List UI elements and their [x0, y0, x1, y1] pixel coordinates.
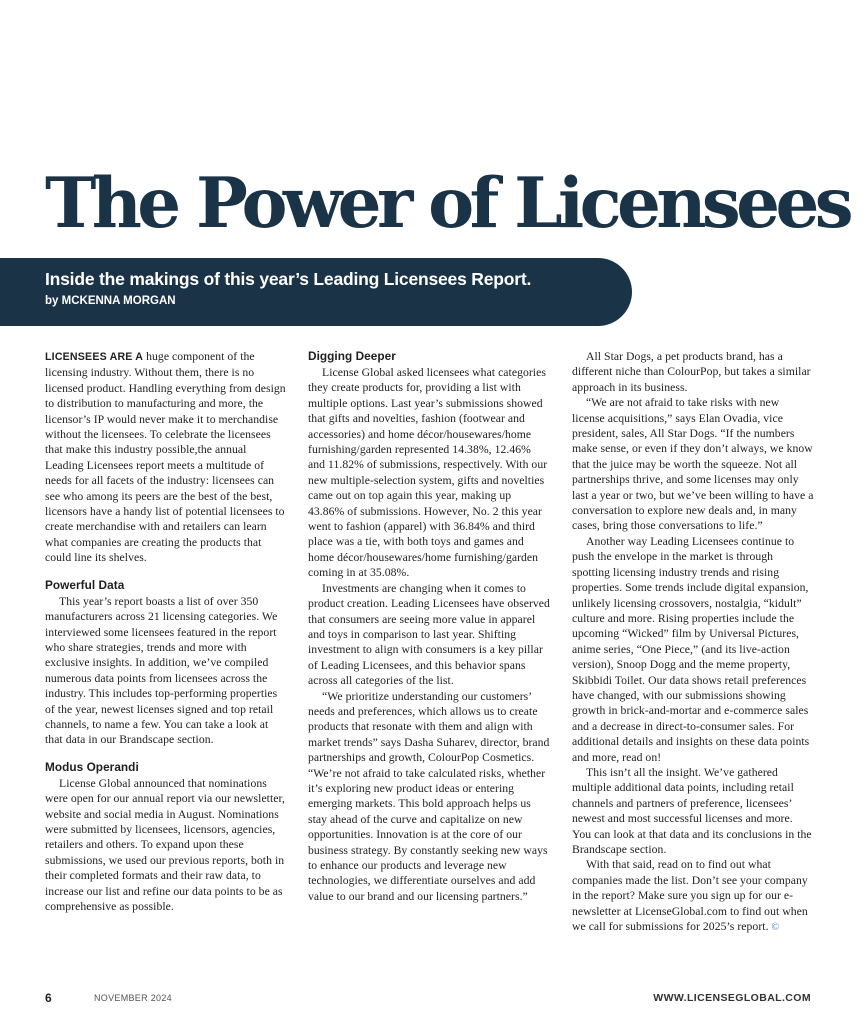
section-heading-modus-operandi: Modus Operandi [45, 759, 139, 774]
column-3 [572, 349, 814, 935]
paragraph: Another way Leading Licensees continue to push the envelope in the market is through spotting licensing industry trends and rising properties. Some trends include digital expansion, unlikely licensing crossovers, nostalgia, “kidult” culture and more. Rising properties include the upcoming “Wicked” film by Universal Pictures, anime series, “One Piece,” (and its live-action version), Snoop Dogg and the meme property, Skibbidi Toilet. Our data shows retail preferences have changed, with our submissions showing growth in brick-and-mortar and e-commerce sales and a decrease in direct-to-consumer sales. For additional details and insights on these data points and more, read on! [572, 534, 810, 764]
section-heading-powerful-data: Powerful Data [45, 577, 125, 592]
paragraph: “We prioritize understanding our customers’ needs and preferences, which allows us to create products that resonate with them and align with market trends” says Dasha Suharev, director, brand partnerships and growth, ColourPop Cosmetics. “We’re not afraid to take calculated risks, whether it’s exploring new product ideas or entering emerging markets. This bold approach helps us stay ahead of the curve and capitalize on new opportunities. Innovation is at the core of our business strategy. By constantly seeking new ways to enhance our products and leverage new technologies, we differentiate ourselves and add value to our brand and our licensing partners.” [308, 689, 550, 903]
paragraph: This year’s report boasts a list of over 350 manufacturers across 21 licensing categories. We interviewed some licensees featured in the report who share strategies, trends and more with exclusive insights. In addition, we’ve compiled numerous data points from licensees across the industry. This includes top-performing properties of the year, newest licenses signed and top retail channels, to name a few. You can take a look at that data in our Brandscape section. [45, 594, 278, 747]
paragraph: Investments are changing when it comes to product creation. Leading Licensees have observed that consumers are seeing more value in apparel and toys in comparison to last year. Shifting investment to align with consumers is a key pillar of Leading Licensees, and this behavior spans across all categories of the list. [308, 581, 550, 688]
issue-date: NOVEMBER 2024 [94, 993, 172, 1003]
lead-in: LICENSEES ARE A [45, 351, 144, 363]
paragraph: This isn’t all the insight. We’ve gathered multiple additional data points, including retail channels and partners of preference, licensees’ newest and most successful licenses and more. You can look at that data and its conclusions in the Brandscape section. [572, 765, 812, 856]
page-number: 6 [45, 991, 52, 1005]
article-title: The Power of Licensees [45, 163, 849, 244]
paragraph: “We are not afraid to take risks with new license acquisitions,” says Elan Ovadia, vice president, sales, All Star Dogs. “If the numbers make sense, or even if they don’t always, we know that the juice may be worth the squeeze. Not all partnerships thrive, and some licenses may only last a year or two, but we’ve been willing to have a conversation to explore new deals and, in many cases, bring those conversations to life.” [572, 396, 814, 533]
column-1 [45, 349, 287, 914]
intro-text: huge component of the licensing industry. Without them, there is no licensed product. Handling everything from design to distribution to manufacturing and more, the licensor’s IP would never make it to merchandise without the licensees. To celebrate the licensees that make this industry possible,the annual Leading Licensees report meets a multitude of needs for all facets of the industry: licensees can see who among its peers are the best of the best, licensors have a handy list of potential licensees to create merchandise with and retailers can learn what companies are creating the products that could line its shelves. [45, 350, 286, 565]
paragraph: All Star Dogs, a pet products brand, has a different niche than ColourPop, but takes a similar approach in its business. [572, 350, 811, 394]
article-deck: Inside the makings of this year’s Leading Licensees Report. [45, 269, 532, 289]
byline [45, 295, 176, 307]
end-mark-icon: © [771, 922, 780, 934]
page-footer [45, 991, 811, 1007]
section-heading-digging-deeper: Digging Deeper [308, 349, 396, 363]
website-url: WWW.LICENSEGLOBAL.COM [653, 992, 811, 1004]
column-2 [308, 349, 550, 904]
paragraph: License Global announced that nominations were open for our annual report via our newsletter, website and social media in August. Nominations were submitted by licensees, licensors, agencies, retailers and others. To expand upon these submissions, we used our previous reports, both in their completed formats and their raw data, to increase our list and refine our data points to be as comprehensive as possible. [45, 776, 285, 913]
byline-prefix: by [45, 295, 59, 307]
final-paragraph-text: With that said, read on to find out what companies made the list. Don’t see your company in the report? Make sure you sign up for our e-newsletter at LicenseGlobal.com to find out when we call for submissions for 2025’s report. [572, 858, 808, 934]
intro-paragraph [45, 349, 287, 566]
final-paragraph [572, 857, 814, 935]
author-name: MCKENNA MORGAN [61, 295, 176, 307]
paragraph: License Global asked licensees what categories they create products for, providing a list with multiple options. Last year’s submissions showed that gifts and novelties, fashion (footwear and accessories) and home décor/housewares/home furnishing/garden represented 14.38%, 12.46% and 11.82% of submissions, respectively. With our new multiple-selection system, gifts and novelties came out on top again this year, making up 43.86% of submissions. However, No. 2 this year went to fashion (apparel) with 36.84% and third place was a tie, with both toys and games and home décor/housewares/home furnishing/garden coming in at 35.08%. [308, 366, 548, 580]
